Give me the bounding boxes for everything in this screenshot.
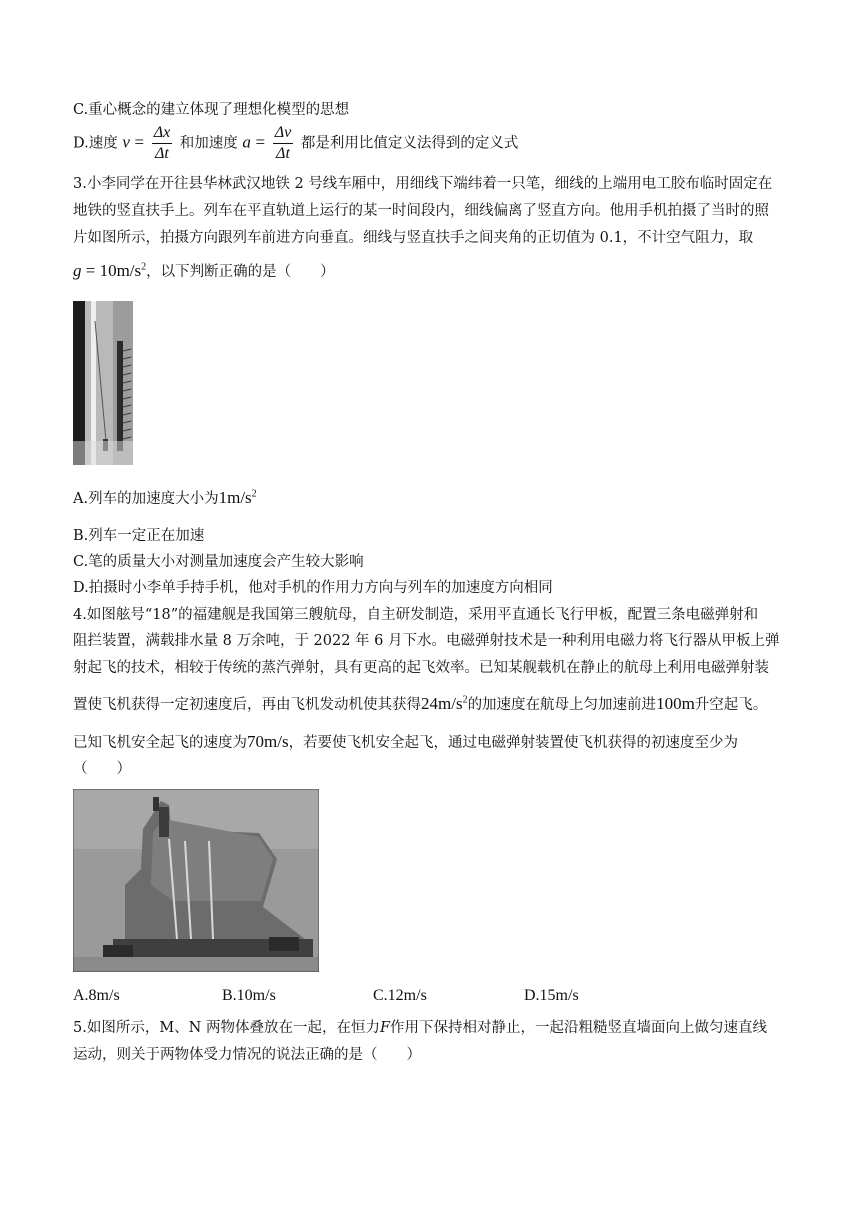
q5-stem-line1: 5.如图所示，M、N 两物体叠放在一起，在恒力F作用下保持相对静止，一起沿粗糙竖直墙面向上做匀速直线: [73, 1020, 768, 1036]
takeoff-speed-value: 70m/s: [247, 732, 289, 751]
acceleration-value: $1m/s^2$: [218, 488, 257, 507]
fraction-numerator: Δx: [152, 124, 173, 144]
force-symbol: F: [379, 1020, 391, 1036]
gravity-expression: $g = 10m/s^2$: [73, 261, 147, 280]
q2-option-d: [73, 124, 518, 163]
q3-stem-line2: 地铁的竖直扶手上。列车在平直轨道上运行的某一时间段内，细线偏离了竖直方向。他用手机拍摄了当时的照: [73, 203, 769, 219]
equals-sign: =: [255, 132, 266, 152]
q3-option-a: A.列车的加速度大小为$1m/s^2$: [73, 488, 257, 507]
train-handrail-photo: [73, 301, 133, 465]
acceleration-fraction: [273, 124, 294, 163]
velocity-symbol: v: [122, 132, 130, 152]
acceleration-symbol: a: [242, 132, 251, 152]
q2-option-d-prefix: D.速度: [73, 135, 118, 152]
velocity-fraction: [152, 124, 173, 163]
q3-option-c: C.笔的质量大小对测量加速度会产生较大影响: [73, 554, 364, 570]
distance-value: 100m: [656, 694, 695, 713]
q2-option-d-suffix: 都是利用比值定义法得到的定义式: [300, 135, 519, 152]
q4-stem-line1: 4.如图舷号“18”的福建舰是我国第三艘航母，自主研发制造，采用平直通长飞行甲板，配置三条电磁弹射和: [73, 607, 759, 623]
q4-option-b: B.10m/s: [222, 987, 276, 1004]
q4-stem-line6: （ ）: [73, 761, 131, 777]
q4-stem-line4: 置使飞机获得一定初速度后，再由飞机发动机使其获得$24m/s^2$的加速度在航母上匀加速前进100m升空起飞。: [73, 694, 768, 713]
fraction-denominator: Δt: [276, 145, 290, 162]
equals-sign: =: [134, 132, 145, 152]
q2-option-d-mid: 和加速度: [179, 135, 238, 152]
q3-stem-line3: 片如图所示，拍摄方向跟列车前进方向垂直。细线与竖直扶手之间夹角的正切值为 0.1，不计空气阻力，取: [73, 230, 754, 246]
q2-option-c: C.重心概念的建立体现了理想化模型的思想: [73, 102, 350, 118]
q4-stem-line3: 射起飞的技术，相较于传统的蒸汽弹射，具有更高的起飞效率。已知某舰载机在静止的航母上利用电磁弹射装: [73, 660, 769, 676]
q5-stem-line2: 运动，则关于两物体受力情况的说法正确的是（ ）: [73, 1047, 421, 1063]
fraction-numerator: Δv: [273, 124, 294, 144]
q4-option-a: A.8m/s: [73, 987, 120, 1004]
q4-option-d: D.15m/s: [524, 987, 579, 1004]
acceleration-value: $24m/s^2$: [421, 694, 468, 713]
q3-stem-tail: ，以下判断正确的是（ ）: [146, 264, 335, 280]
q3-stem-line4: [73, 260, 335, 281]
q3-option-d: D.拍摄时小李单手持手机，他对手机的作用力方向与列车的加速度方向相同: [73, 580, 553, 596]
fraction-denominator: Δt: [155, 145, 169, 162]
aircraft-carrier-photo: [73, 789, 319, 972]
q3-stem-line1: 3.小李同学在开往县华林武汉地铁 2 号线车厢中，用细线下端纬着一只笔，细线的上端用电工胶布临时固定在: [73, 176, 773, 192]
q4-option-c: C.12m/s: [373, 987, 427, 1004]
q4-stem-line5: 已知飞机安全起飞的速度为70m/s，若要使飞机安全起飞，通过电磁弹射装置使飞机获得的初速度至少为: [73, 732, 739, 751]
q3-option-b: B.列车一定正在加速: [73, 528, 205, 544]
q4-stem-line2: 阻拦装置，满载排水量 8 万余吨，于 2022 年 6 月下水。电磁弹射技术是一种利用电磁力将飞行器从甲板上弹: [73, 633, 780, 649]
